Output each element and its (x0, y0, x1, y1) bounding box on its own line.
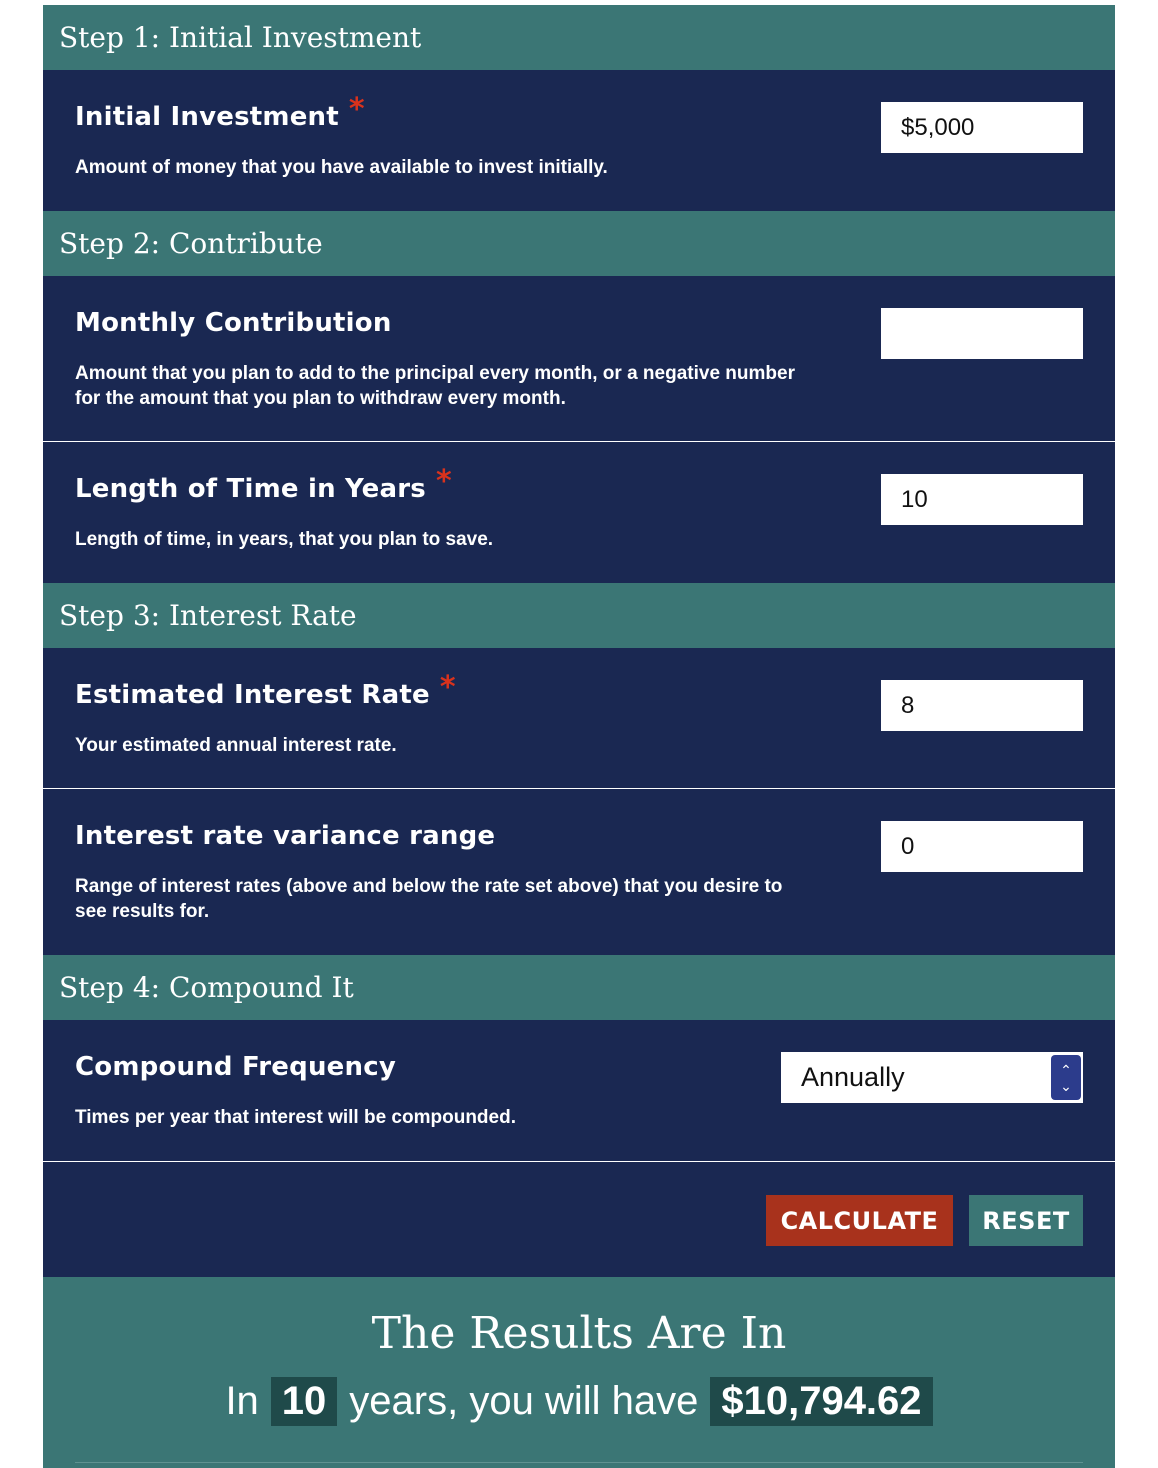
step-2-header: Step 2: Contribute (43, 211, 1115, 276)
variance-range-label: Interest rate variance range (75, 821, 496, 851)
select-stepper-icon[interactable] (1051, 1055, 1081, 1100)
interest-rate-label: Estimated Interest Rate * (75, 670, 456, 710)
compound-frequency-description: Times per year that interest will be compounded. (75, 1107, 516, 1128)
results-prefix: In (225, 1379, 259, 1423)
required-marker: * (435, 464, 452, 499)
compound-frequency-field (43, 1020, 1115, 1162)
action-bar (43, 1162, 1115, 1277)
calculate-button[interactable]: CALCULATE (766, 1195, 953, 1246)
divider (75, 1462, 1083, 1463)
step-3-header: Step 3: Interest Rate (43, 583, 1115, 648)
interest-rate-input[interactable] (881, 680, 1083, 731)
length-years-input[interactable] (881, 474, 1083, 525)
required-marker: * (439, 670, 456, 705)
interest-rate-description: Your estimated annual interest rate. (75, 735, 397, 756)
results-title: The Results Are In (371, 1308, 787, 1359)
initial-investment-input[interactable] (881, 102, 1083, 153)
results-summary (43, 1377, 1115, 1426)
compound-frequency-label: Compound Frequency (75, 1052, 396, 1082)
monthly-contribution-input[interactable] (881, 308, 1083, 359)
results-amount: $10,794.62 (710, 1377, 932, 1426)
monthly-contribution-field (43, 276, 1115, 442)
variance-range-field (43, 789, 1115, 955)
length-years-label: Length of Time in Years * (75, 464, 452, 504)
compound-interest-calculator (43, 5, 1115, 1468)
initial-investment-field (43, 70, 1115, 211)
required-marker: * (348, 92, 365, 127)
step-1-header: Step 1: Initial Investment (43, 5, 1115, 70)
monthly-contribution-label: Monthly Contribution (75, 308, 392, 338)
initial-investment-label: Initial Investment * (75, 92, 365, 132)
variance-range-input[interactable] (881, 821, 1083, 872)
chevron-up-icon: ⌃ (1060, 1061, 1072, 1078)
step-4-header: Step 4: Compound It (43, 955, 1115, 1020)
compound-frequency-selected: Annually (801, 1062, 905, 1092)
variance-range-description: Range of interest rates (above and below the rate set above) that you desire to see results for. (75, 876, 783, 922)
results-panel (43, 1277, 1115, 1468)
results-middle: years, you will have (349, 1379, 699, 1423)
results-years: 10 (271, 1377, 338, 1426)
length-years-description: Length of time, in years, that you plan to save. (75, 529, 494, 550)
compound-frequency-select[interactable] (781, 1052, 1083, 1103)
chevron-down-icon: ⌄ (1060, 1077, 1072, 1094)
reset-button[interactable]: RESET (969, 1195, 1083, 1246)
interest-rate-field (43, 648, 1115, 789)
monthly-contribution-description: Amount that you plan to add to the principal every month, or a negative number for the amount that you plan to withdraw every month. (75, 363, 795, 409)
length-years-field (43, 442, 1115, 583)
initial-investment-description: Amount of money that you have available to invest initially. (75, 157, 608, 178)
